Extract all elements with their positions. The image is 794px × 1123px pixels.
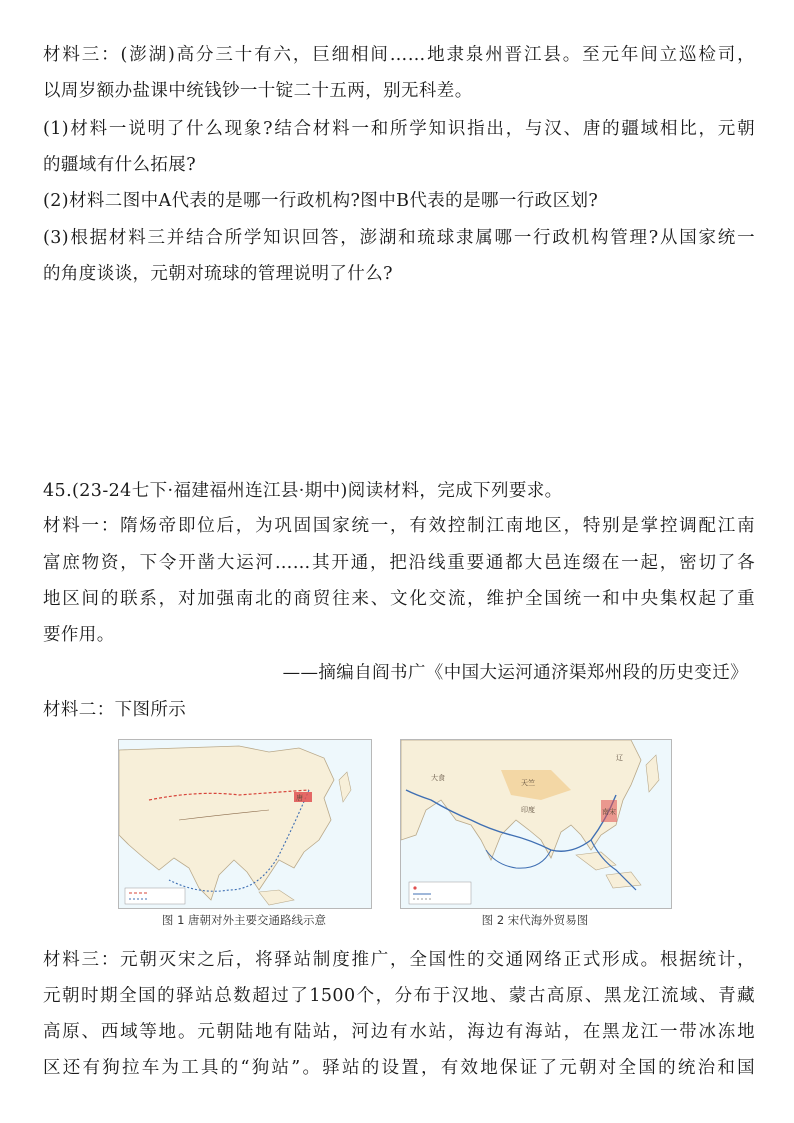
map-figure-1 — [118, 739, 372, 909]
q45-material3-line-1: 材料三：元朝灭宋之后，将驿站制度推广，全国性的交通网络正式形成。根据统计， — [43, 950, 755, 970]
song-trade-map — [401, 740, 671, 908]
map-figure-2 — [400, 739, 672, 909]
tang-routes-map — [119, 740, 371, 908]
material1-source: ——摘编自阎书广《中国大运河通济渠郑州段的历史变迁》 — [282, 663, 748, 683]
q45-material3-line-4: 区还有狗拉车为工具的“狗站”。驿站的设置，有效地保证了元朝对全国的统治和国 — [43, 1058, 755, 1078]
question1-line-2: 的疆域有什么拓展? — [43, 155, 196, 175]
map2-label-tianzhu: 天竺 — [521, 779, 535, 787]
question1-line-1: (1)材料一说明了什么现象?结合材料一和所学知识指出，与汉、唐的疆域相比，元朝 — [43, 119, 755, 139]
material1-line-2: 富庶物资，下令开凿大运河……其开通，把沿线重要通都大邑连缀在一起，密切了各 — [43, 553, 755, 573]
material2-label: 材料二：下图所示 — [43, 700, 187, 720]
material1-line-4: 要作用。 — [43, 625, 115, 645]
map2-label-southern-song: 南宋 — [602, 808, 616, 816]
map2-legend — [409, 882, 471, 904]
q45-material3-line-3: 高原、西域等地。元朝陆地有陆站，河边有水站，海边有海站，在黑龙江一带冰冻地 — [43, 1022, 755, 1042]
map2-label-dashi: 大食 — [431, 774, 445, 782]
map2-label-liao: 辽 — [616, 754, 623, 762]
map1-legend — [125, 888, 185, 904]
question3-line-1: (3)根据材料三并结合所学知识回答，澎湖和琉球隶属哪一行政机构管理?从国家统一 — [43, 228, 755, 248]
figure1-caption: 图 1 唐朝对外主要交通路线示意 — [161, 913, 327, 927]
material1-line-3: 地区间的联系，对加强南北的商贸往来、文化交流，维护全国统一和中央集权起了重 — [43, 589, 755, 609]
map2-label-india: 印度 — [521, 806, 535, 814]
question45-header: 45.(23-24七下·福建福州连江县·期中)阅读材料，完成下列要求。 — [43, 481, 563, 501]
maps-figure — [110, 733, 675, 933]
material1-line-1: 材料一：隋炀帝即位后，为巩固国家统一，有效控制江南地区，特别是掌控调配江南 — [43, 516, 755, 536]
material3-line-1: 材料三：(澎湖)高分三十有六，巨细相间……地隶泉州晋江县。至元年间立巡检司， — [43, 45, 755, 65]
question3-line-2: 的角度谈谈，元朝对琉球的管理说明了什么? — [43, 264, 393, 284]
map1-label-tang: 唐 — [296, 794, 303, 802]
figure2-caption: 图 2 宋代海外贸易图 — [481, 913, 589, 927]
q45-material3-line-2: 元朝时期全国的驿站总数超过了1500个，分布于汉地、蒙古高原、黑龙江流域、青藏 — [43, 986, 755, 1006]
question2-line: (2)材料二图中A代表的是哪一行政机构?图中B代表的是哪一行政区划? — [43, 191, 599, 211]
material3-line-2: 以周岁额办盐课中统钱钞一十锭二十五两，别无科差。 — [43, 81, 473, 101]
